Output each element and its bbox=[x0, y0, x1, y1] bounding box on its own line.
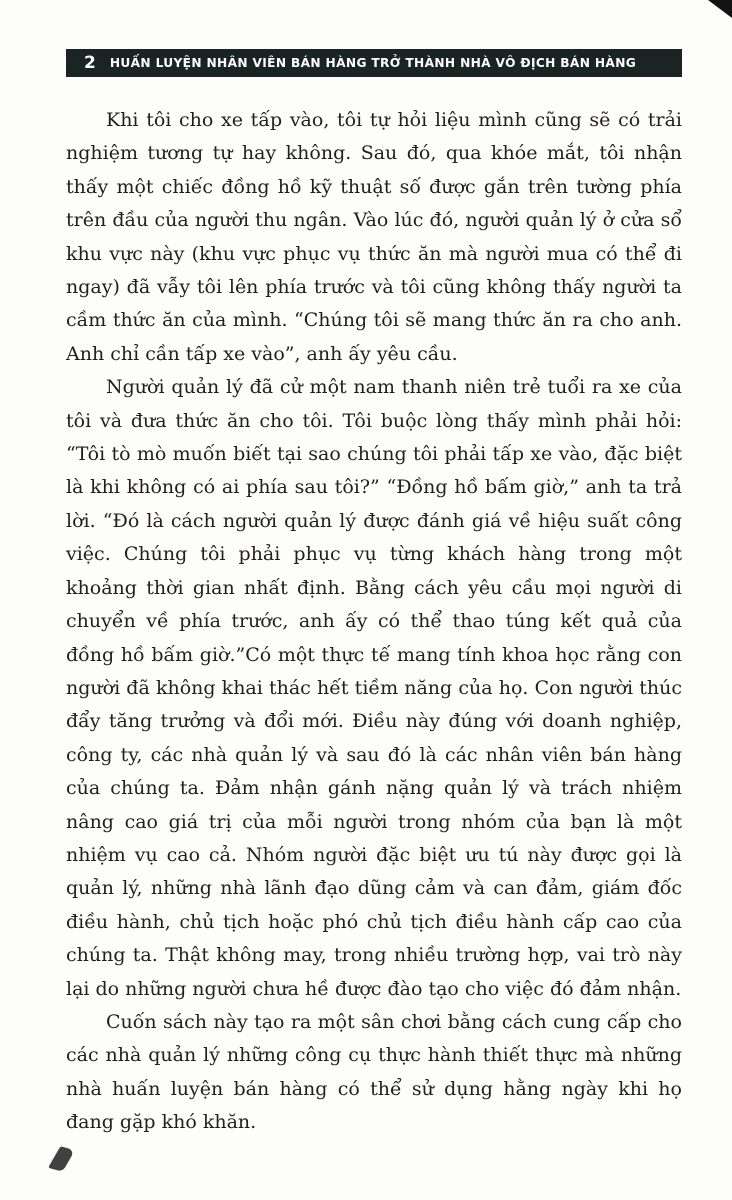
paragraph: Cuốn sách này tạo ra một sân chơi bằng cách cung cấp cho các nhà quản lý những công cụ thực hành thiết thực mà những nhà huấn luyện bán hàng có thể sử dụng hằng ngày khi họ đang gặp khó khăn. bbox=[66, 1010, 682, 1134]
page-header-bar bbox=[66, 49, 682, 77]
page-number: 2 bbox=[84, 52, 96, 73]
running-header-title: HUẤN LUYỆN NHÂN VIÊN BÁN HÀNG TRỞ THÀNH NHÀ VÔ ĐỊCH BÁN HÀNG bbox=[109, 55, 637, 70]
paragraph: Khi tôi cho xe tấp vào, tôi tự hỏi liệu mình cũng sẽ có trải nghiệm tương tự hay không. Sau đó, qua khóe mắt, tôi nhận thấy một chiếc đồng hồ kỹ thuật số được gắn trên tường phía trên đầu của người thu ngân. Vào lúc đó, người quản lý ở cửa sổ khu vực này (khu vực phục vụ thức ăn mà người mua có thể đi ngay) đã vẫy tôi lên phía trước và tôi cũng không thấy người ta cầm thức ăn của mình. “Chúng tôi sẽ mang thức ăn ra cho anh. Anh chỉ cần tấp xe vào”, anh ấy yêu cầu. bbox=[66, 109, 682, 365]
scan-artifact-bottom-left bbox=[48, 1146, 75, 1172]
scan-artifact-top-right-corner bbox=[708, 0, 732, 18]
paragraph: Người quản lý đã cử một nam thanh niên trẻ tuổi ra xe của tôi và đưa thức ăn cho tôi. Tôi buộc lòng thấy mình phải hỏi: “Tôi tò mò muốn biết tại sao chúng tôi phải tấp xe vào, đặc biệt là khi không có ai phía sau tôi?” “Đồng hồ bấm giờ,” anh ta trả lời. “Đó là cách người quản lý được đánh giá về hiệu suất công việc. Chúng tôi phải phục vụ từng khách hàng trong một khoảng thời gian nhất định. Bằng cách yêu cầu mọi người di chuyển về phía trước, anh ấy có thể thao túng kết quả của đồng hồ bấm giờ.”Có một thực tế mang tính khoa học rằng con người đã không khai thác hết tiềm năng của họ. Con người thúc đẩy tăng trưởng và đổi mới. Điều này đúng với doanh nghiệp, công ty, các nhà quản lý và sau đó là các nhân viên bán hàng của chúng ta. Đảm nhận gánh nặng quản lý và trách nhiệm nâng cao giá trị của mỗi người trong nhóm của bạn là một nhiệm vụ cao cả. Nhóm người đặc biệt ưu tú này được gọi là quản lý, những nhà lãnh đạo dũng cảm và can đảm, giám đốc điều hành, chủ tịch hoặc phó chủ tịch điều hành cấp cao của chúng ta. Thật không may, trong nhiều trường hợp, vai trò này lại do những người chưa hề được đào tạo cho việc đó đảm nhận. bbox=[66, 376, 682, 1000]
body-text bbox=[66, 104, 682, 1140]
